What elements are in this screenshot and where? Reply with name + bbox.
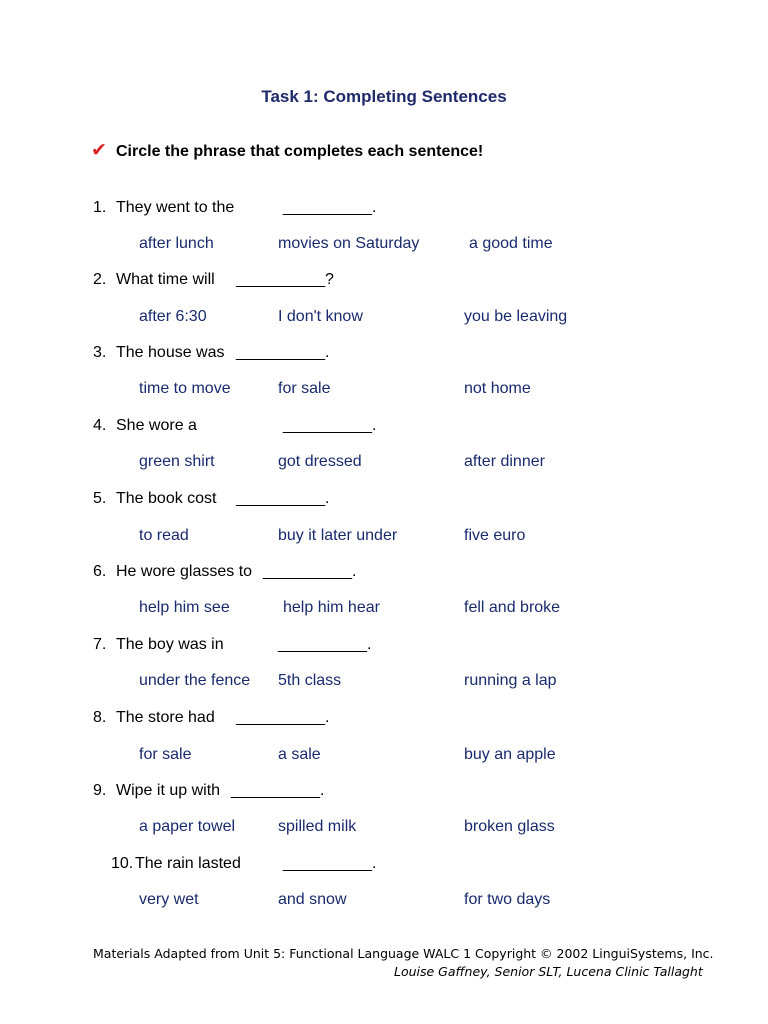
- question-text: The boy was in: [116, 636, 224, 653]
- answer-option[interactable]: spilled milk: [278, 818, 357, 835]
- question-number: 4.: [93, 417, 107, 434]
- question-text: The book cost: [116, 490, 217, 507]
- answer-option[interactable]: after lunch: [139, 235, 214, 252]
- answer-blank: __________.: [236, 709, 330, 726]
- answer-option[interactable]: very wet: [139, 891, 199, 908]
- answer-option[interactable]: green shirt: [139, 453, 215, 470]
- answer-option[interactable]: 5th class: [278, 672, 342, 689]
- answer-option[interactable]: and snow: [278, 891, 347, 908]
- question-number: 3.: [93, 344, 107, 361]
- answer-blank: __________.: [263, 563, 357, 580]
- footer-author: Louise Gaffney, Senior SLT, Lucena Clinic Tallaght: [394, 964, 703, 979]
- answer-option[interactable]: a paper towel: [139, 818, 236, 835]
- question-number: 10.: [111, 855, 134, 872]
- answer-option[interactable]: to read: [139, 527, 189, 544]
- question-number: 2.: [93, 271, 107, 288]
- answer-blank: __________.: [283, 417, 377, 434]
- answer-option[interactable]: help him hear: [283, 599, 380, 616]
- answer-blank: __________.: [278, 636, 372, 653]
- answer-option[interactable]: a sale: [278, 746, 321, 763]
- answer-option[interactable]: not home: [464, 380, 531, 397]
- question-text: They went to the: [116, 199, 235, 216]
- answer-option[interactable]: under the fence: [139, 672, 251, 689]
- question-number: 8.: [93, 709, 107, 726]
- question-text: The store had: [116, 709, 215, 726]
- question-text: Wipe it up with: [116, 782, 221, 799]
- answer-option[interactable]: broken glass: [464, 818, 555, 835]
- answer-option[interactable]: a good time: [469, 235, 553, 252]
- answer-option[interactable]: after dinner: [464, 453, 545, 470]
- answer-option[interactable]: for sale: [139, 746, 192, 763]
- page-title: Task 1: Completing Sentences: [261, 87, 507, 106]
- question-number: 9.: [93, 782, 107, 799]
- answer-option[interactable]: time to move: [139, 380, 231, 397]
- footer-copyright: Materials Adapted from Unit 5: Functional Language WALC 1 Copyright © 2002 LinguiSystems, Inc.: [93, 946, 714, 961]
- answer-blank: __________.: [283, 199, 377, 216]
- answer-blank: __________.: [236, 344, 330, 361]
- answer-blank: __________.: [231, 782, 325, 799]
- question-text: What time will: [116, 271, 215, 288]
- instruction-text: Circle the phrase that completes each sentence!: [116, 143, 484, 160]
- answer-option[interactable]: five euro: [464, 527, 526, 544]
- answer-option[interactable]: for two days: [464, 891, 551, 908]
- answer-option[interactable]: for sale: [278, 380, 331, 397]
- question-number: 7.: [93, 636, 107, 653]
- answer-option[interactable]: fell and broke: [464, 599, 561, 616]
- answer-blank: __________.: [236, 490, 330, 507]
- answer-option[interactable]: buy it later under: [278, 527, 398, 544]
- question-text: She wore a: [116, 417, 197, 434]
- question-text: The rain lasted: [135, 855, 241, 872]
- question-number: 6.: [93, 563, 107, 580]
- question-number: 5.: [93, 490, 107, 507]
- question-text: The house was: [116, 344, 225, 361]
- answer-blank: __________?: [236, 271, 334, 288]
- checkmark-icon: ✔: [91, 139, 107, 161]
- answer-option[interactable]: I don't know: [278, 308, 363, 325]
- question-number: 1.: [93, 199, 107, 216]
- answer-option[interactable]: movies on Saturday: [278, 235, 420, 252]
- answer-option[interactable]: after 6:30: [139, 308, 207, 325]
- answer-option[interactable]: help him see: [139, 599, 230, 616]
- answer-option[interactable]: buy an apple: [464, 746, 556, 763]
- question-text: He wore glasses to: [116, 563, 253, 580]
- answer-option[interactable]: you be leaving: [464, 308, 568, 325]
- answer-option[interactable]: running a lap: [464, 672, 557, 689]
- answer-blank: __________.: [283, 855, 377, 872]
- answer-option[interactable]: got dressed: [278, 453, 362, 470]
